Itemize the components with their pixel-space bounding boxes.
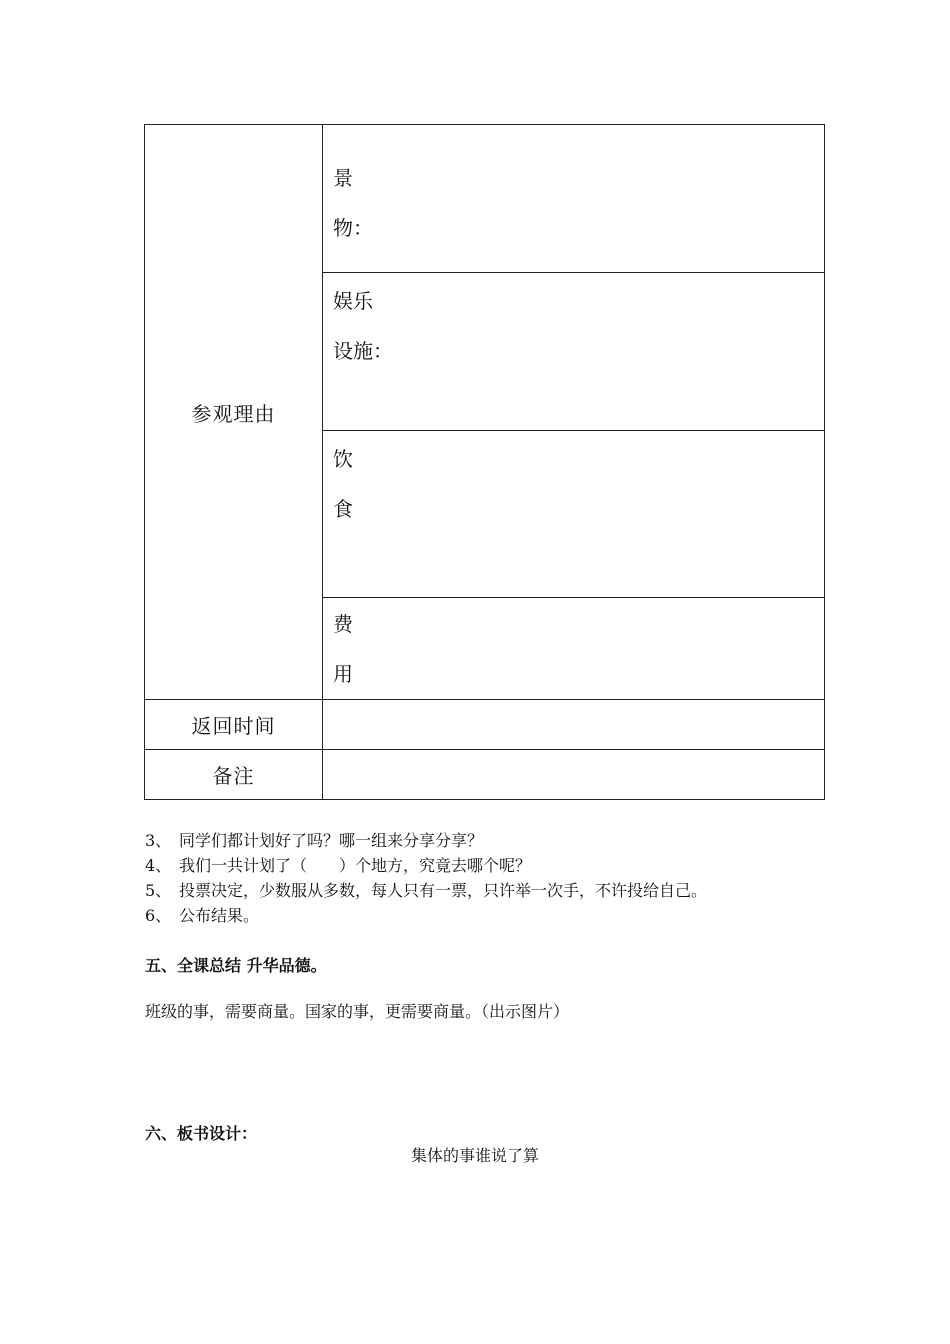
cost-label-line2: 用	[333, 662, 353, 686]
step-list	[145, 828, 707, 928]
note-label-cell	[145, 750, 323, 800]
scenery-label-line1: 景	[333, 166, 353, 190]
food-label-line2: 食	[333, 497, 353, 521]
cost-label-line1: 费	[333, 612, 353, 636]
board-design-title: 集体的事谁说了算	[410, 1146, 539, 1165]
food-label-line1: 饮	[333, 447, 353, 471]
note-value-cell[interactable]	[323, 750, 825, 800]
scenery-label-line2: 物：	[333, 216, 373, 240]
list-item: 4、 我们一共计划了（ ）个地方，究竟去哪个呢？	[145, 856, 532, 875]
section6-heading: 六、板书设计：	[145, 1124, 258, 1143]
return-time-label-cell	[145, 700, 323, 750]
section5-heading: 五、全课总结 升华品德。	[145, 956, 327, 975]
section5-text: 班级的事，需要商量。国家的事，更需要商量。（出示图片）	[145, 1002, 570, 1021]
scenery-cell[interactable]	[323, 125, 825, 273]
table-row	[145, 750, 825, 800]
return-time-label: 返回时间	[191, 714, 276, 738]
table-row	[145, 700, 825, 750]
list-item: 6、 公布结果。	[145, 906, 260, 925]
food-cell[interactable]	[323, 431, 825, 598]
reason-label-cell	[145, 125, 323, 700]
reason-label: 参观理由	[191, 401, 276, 426]
return-time-value-cell[interactable]	[323, 700, 825, 750]
facilities-label-line1: 娱乐	[333, 289, 373, 313]
cost-cell[interactable]	[323, 598, 825, 700]
plan-table	[144, 124, 825, 800]
list-item: 3、 同学们都计划好了吗？哪一组来分享分享？	[145, 831, 484, 850]
facilities-label-line2: 设施：	[333, 339, 393, 363]
table-row	[145, 125, 825, 273]
note-label: 备注	[212, 764, 255, 788]
list-item: 5、 投票决定，少数服从多数，每人只有一票，只许举一次手，不许投给自己。	[145, 881, 708, 900]
facilities-cell[interactable]	[323, 273, 825, 431]
